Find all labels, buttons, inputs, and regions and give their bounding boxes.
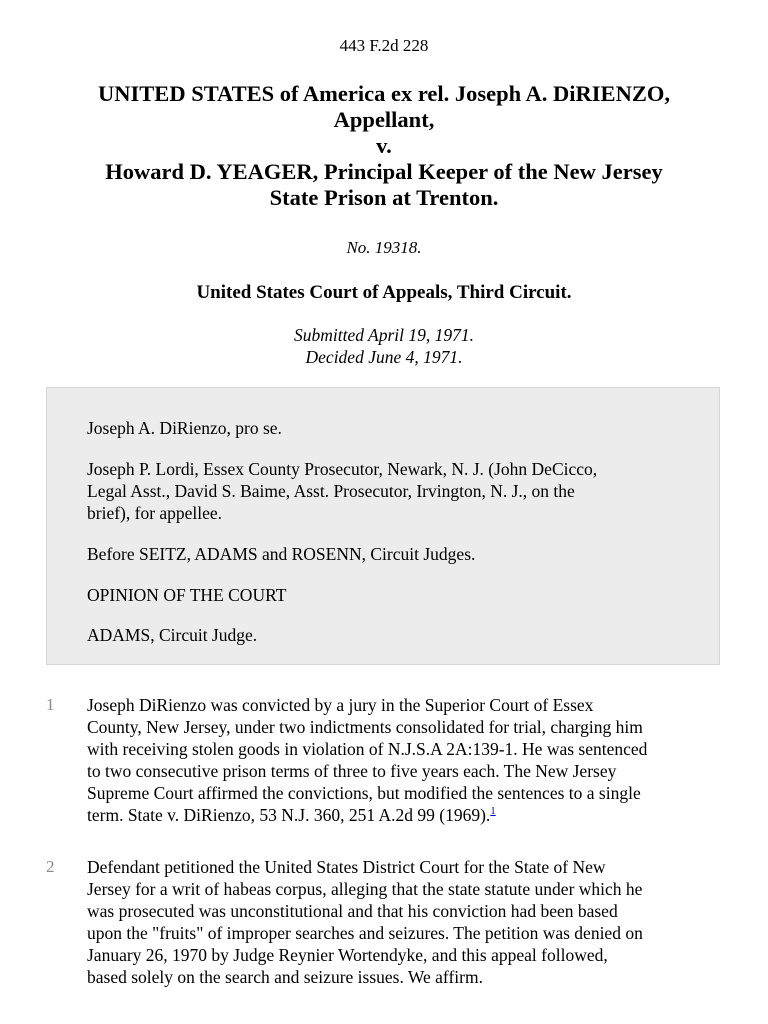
paragraph-line: Jersey for a writ of habeas corpus, alleging that the state statute under which he [87,879,643,899]
paragraph-line: Joseph DiRienzo was convicted by a jury in the Superior Court of Essex [87,695,594,715]
paragraph-line-text: term. State v. DiRienzo, 53 N.J. 360, 251 A.2d 99 (1969). [87,805,491,825]
paragraph-line: Defendant petitioned the United States District Court for the State of New [87,857,606,877]
paragraph-line: was prosecuted was unconstitutional and that his conviction had been based [87,901,618,921]
submitted-date: Submitted April 19, 1971. [293,325,475,345]
appellee-counsel-line: Legal Asst., David S. Baime, Asst. Prosecutor, Irvington, N. J., on the [87,481,575,501]
decided-date: Decided June 4, 1971. [305,347,463,367]
paragraph-number: 1 [46,695,55,714]
case-title-line: Howard D. YEAGER, Principal Keeper of the New Jersey [105,159,663,184]
paragraph-text [87,856,643,988]
case-title [40,81,728,211]
case-title-line: UNITED STATES of America ex rel. Joseph A. DiRIENZO, [98,81,670,106]
paragraph-line: upon the "fruits" of improper searches and seizures. The petition was denied on [87,923,643,943]
opinion-heading: OPINION OF THE COURT [87,585,287,605]
case-title-line: Appellant, [333,107,435,132]
judges-line: Before SEITZ, ADAMS and ROSENN, Circuit Judges. [87,544,476,564]
paragraph-number: 2 [46,857,55,876]
paragraph-line: based solely on the search and seizure issues. We affirm. [87,967,483,987]
court-name: United States Court of Appeals, Third Circuit. [196,282,572,303]
docket-number: No. 19318. [346,238,422,257]
appellant-counsel: Joseph A. DiRienzo, pro se. [87,418,282,438]
case-dates [0,324,768,368]
paragraph-line: Supreme Court affirmed the convictions, but modified the sentences to a single [87,783,641,803]
footnote-link[interactable]: 1 [490,805,496,818]
paragraph-line: County, New Jersey, under two indictments consolidated for trial, charging him [87,717,643,737]
counsel-panel [46,387,720,665]
paragraph-line: to two consecutive prison terms of three to five years each. The New Jersey [87,761,617,781]
opinion-author: ADAMS, Circuit Judge. [87,625,258,645]
case-citation: 443 F.2d 228 [339,36,429,55]
case-title-line: v. [376,133,392,158]
appellee-counsel-line: brief), for appellee. [87,503,223,523]
paragraph-line: January 26, 1970 by Judge Reynier Wortendyke, and this appeal followed, [87,945,608,965]
paragraph-line [87,804,647,826]
paragraph-text [87,694,647,826]
case-title-line: State Prison at Trenton. [269,185,499,210]
paragraph-line: with receiving stolen goods in violation of N.J.S.A 2A:139-1. He was sentenced [87,739,648,759]
appellee-counsel-line: Joseph P. Lordi, Essex County Prosecutor, Newark, N. J. (John DeCicco, [87,459,598,479]
